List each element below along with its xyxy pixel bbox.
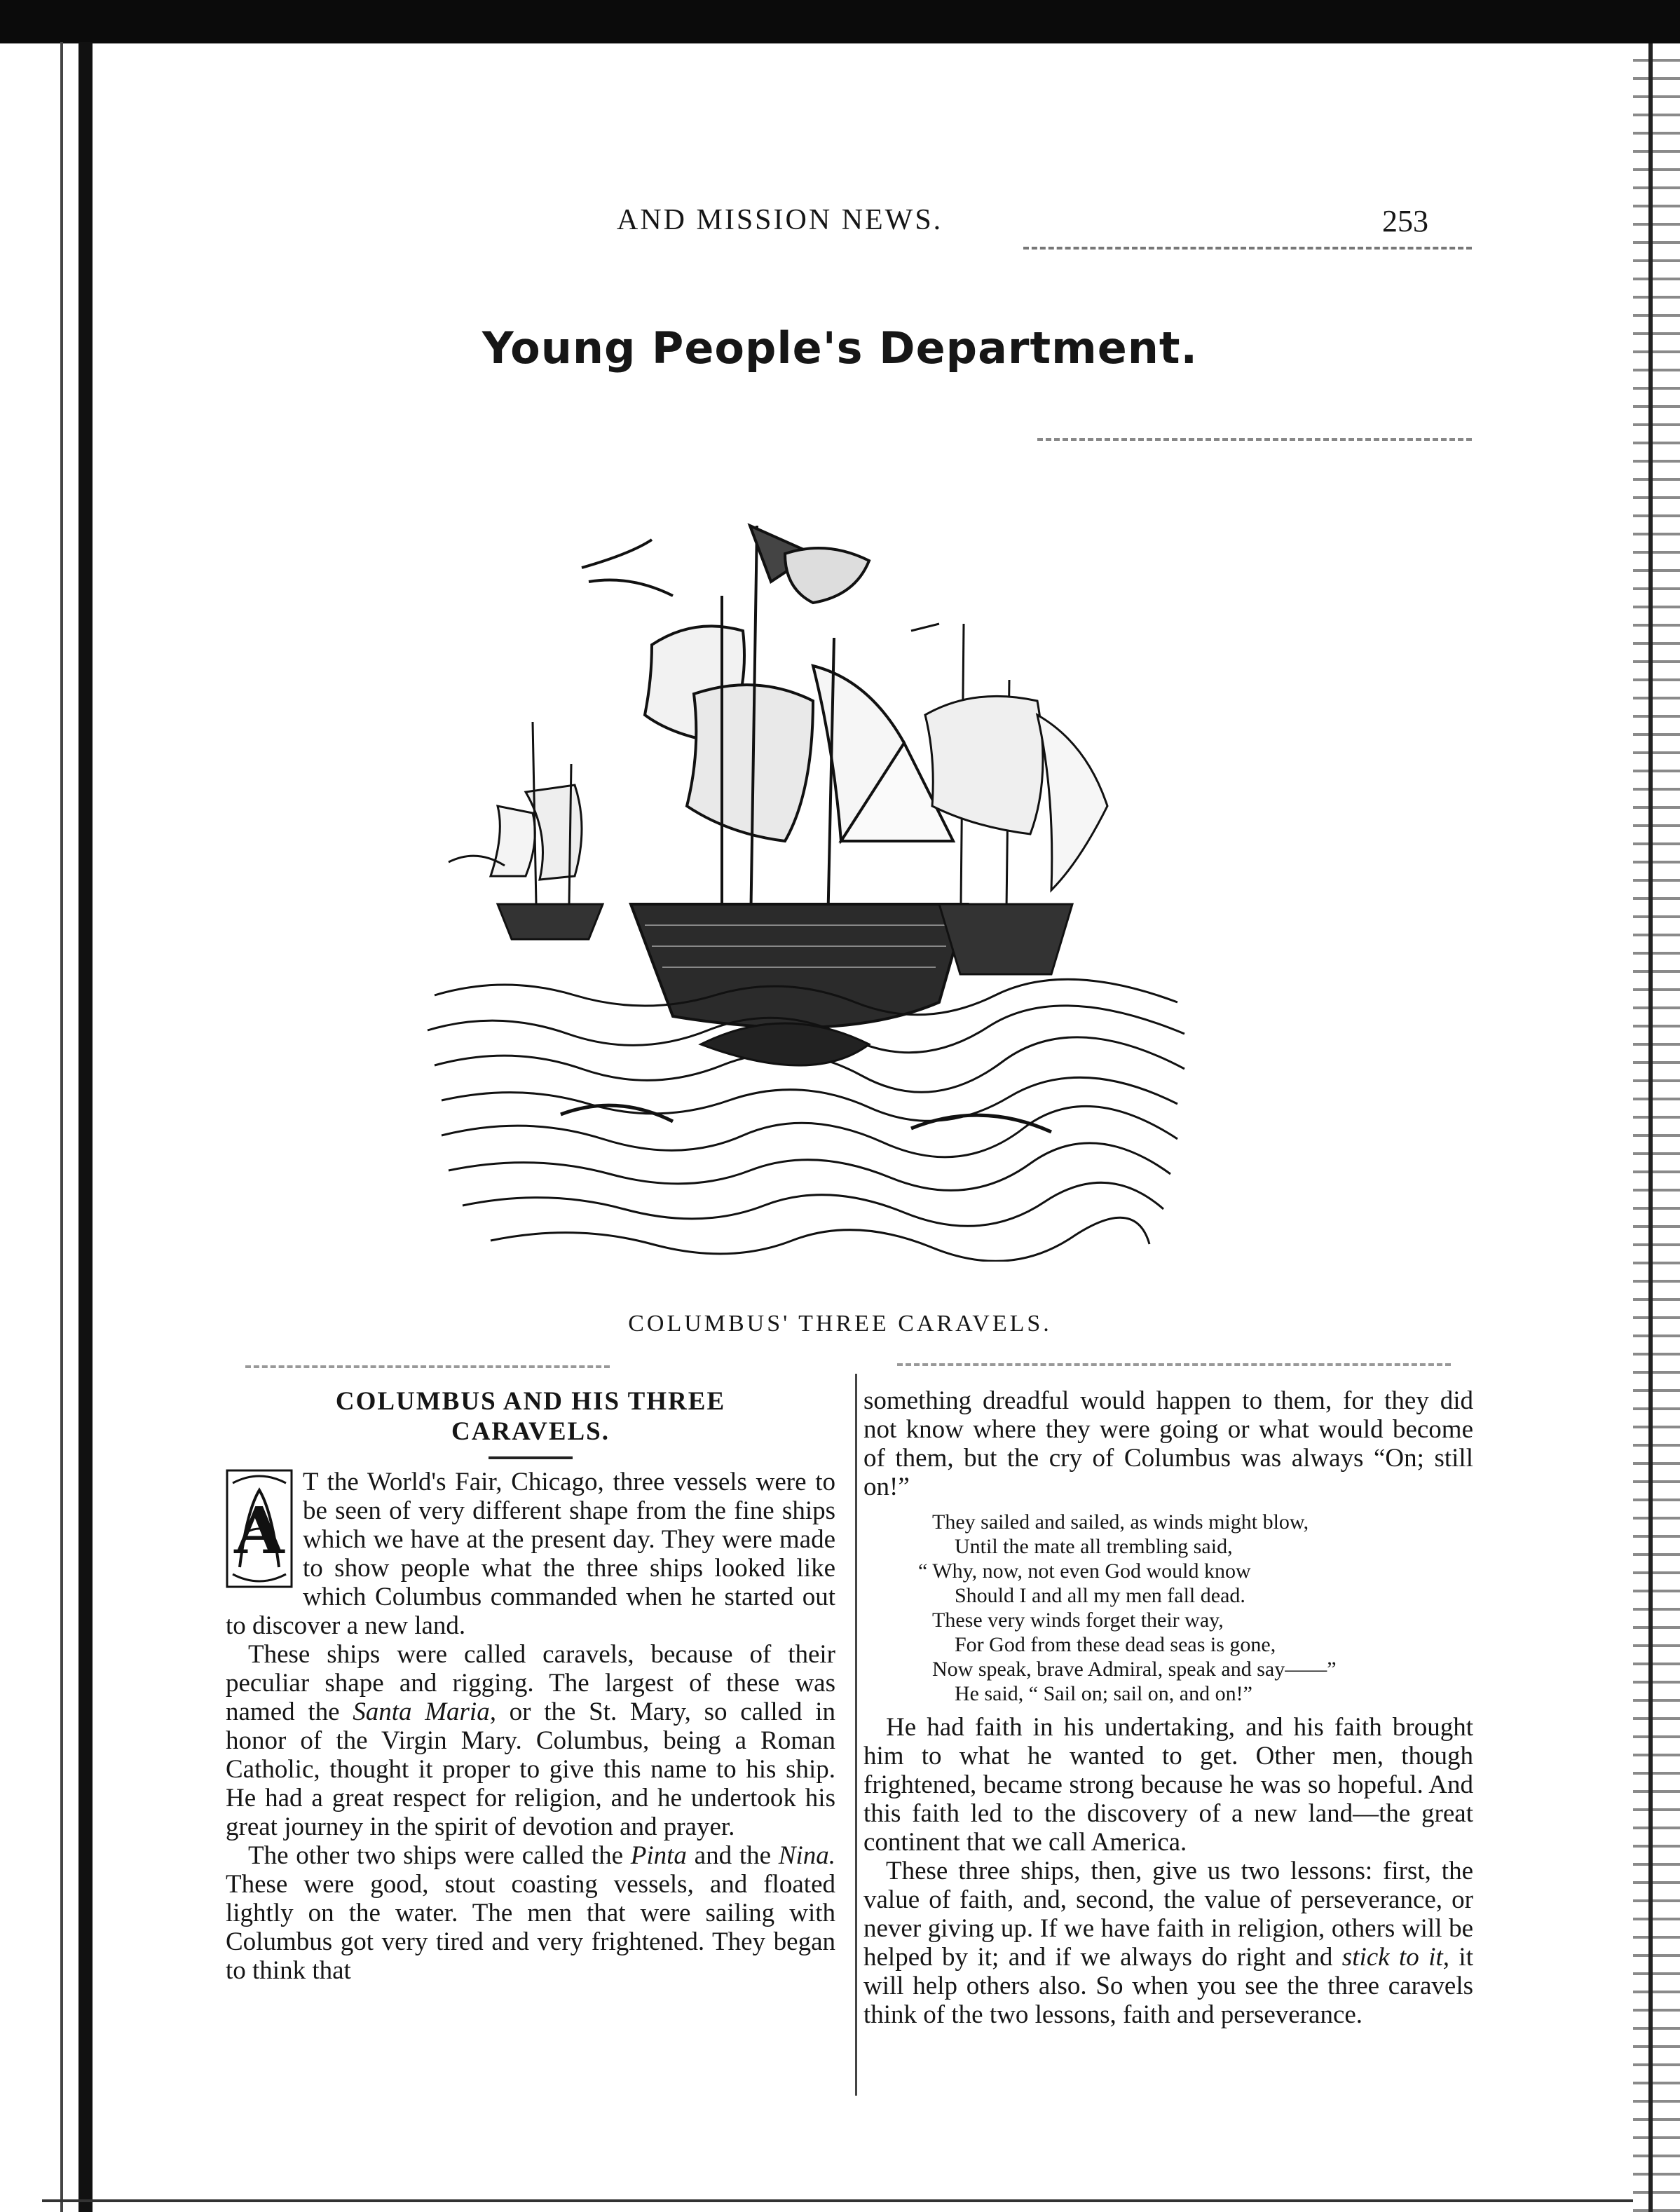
paragraph-3-a: The other two ships were called the [248,1841,631,1870]
header-rule [1023,247,1472,250]
article-title-line1: COLUMBUS AND HIS THREE [335,1387,726,1416]
poem-line: These very winds forget their way, [932,1609,1224,1632]
paragraph-2-a: These ships were called caravels, because of their peculiar shape and rigging. The largest of these was named the [226,1640,835,1726]
article-title-line2: CARAVELS. [451,1417,610,1446]
emphasis-stick-to-it: stick to it, [1341,1943,1450,1972]
poem-line: For God from these dead seas is gone, [955,1633,1276,1656]
illustration-caption: COLUMBUS' THREE CARAVELS. [628,1311,1052,1337]
ship-name-nina: Nina. [778,1841,835,1870]
right-column [863,1386,1473,2029]
poem-stanza [863,1510,1473,1706]
poem-line: “ Why, now, not even God would know [918,1559,1251,1583]
ship-name-pinta: Pinta [630,1841,687,1870]
paragraph-3-c: These were good, stout coasting vessels, and floated lightly on the water. The men that were sailing with Columbus got very tired and very frightened. They began to think that [226,1870,835,1985]
caravels-illustration [421,512,1206,1262]
poem-line: Until the mate all trembling said, [955,1535,1233,1558]
column-top-rule-left [245,1365,610,1368]
scan-bottom-edge [42,2199,1633,2202]
paragraph-6-a: These three ships, then, give us two lessons: first, the value of faith, and, second, the value of perseverance, or never giving up. If we have faith in religion, others will be helped by it; and if we always do right and [863,1857,1473,1972]
department-title: Young People's Department. [482,322,1198,374]
page-number: 253 [1382,204,1428,238]
scan-top-border [0,0,1680,43]
paragraph-3-b: and the [686,1841,779,1870]
paragraph-2 [226,1640,835,1841]
dropcap-ornament [226,1469,293,1588]
ship-name-santa-maria: Santa Maria, [353,1698,496,1726]
paragraph-6-b: it will help others also. So when you see the three caravels think of the two lessons, faith and perseverance. [863,1943,1473,2029]
paragraph-1-text: T the World's Fair, Chicago, three vessels were to be seen of very different shape from the fine ships which we have at the present day. They were made to show people what the three ships looked like which Columbus commanded when he started out to discover a new land. [226,1468,835,1640]
title-underline-rule [489,1456,573,1459]
paragraph-4: something dreadful would happen to them, for they did not know where they were going or what would become of them, but the cry of Columbus was always “On; still on!” [863,1386,1473,1501]
left-caravel [449,722,603,939]
poem-line: Now speak, brave Admiral, speak and say——” [932,1658,1337,1681]
poem-line: He said, “ Sail on; sail on, and on!” [955,1682,1252,1705]
column-divider [855,1374,857,2096]
department-rule [1037,438,1472,441]
poem-line: They sailed and sailed, as winds might blow, [932,1510,1309,1534]
article-title [226,1386,835,1447]
running-head: AND MISSION NEWS. [617,204,943,236]
column-top-rule-right [897,1363,1451,1366]
paragraph-1 [226,1468,835,1640]
poem-line: Should I and all my men fall dead. [955,1584,1245,1607]
paragraph-2-b: or the St. Mary, so called in honor of the Virgin Mary. Columbus, being a Roman Catholic, thought it proper to give this name to his ship. He had a great respect for religion, and he undertook his great journey in the spirit of devotion and prayer. [226,1698,835,1841]
left-column [226,1386,835,1985]
paragraph-6 [863,1857,1473,2029]
center-caravel [582,526,967,1028]
paragraph-5: He had faith in his undertaking, and his faith brought him to what he wanted to get. Other men, though frightened, became strong because he was so hopeful. And this faith led to the discovery of a new land—the great continent that we call America. [863,1713,1473,1857]
sea-waves [428,979,1184,1261]
dropcap-letter: A [234,1493,285,1569]
paragraph-3 [226,1841,835,1985]
